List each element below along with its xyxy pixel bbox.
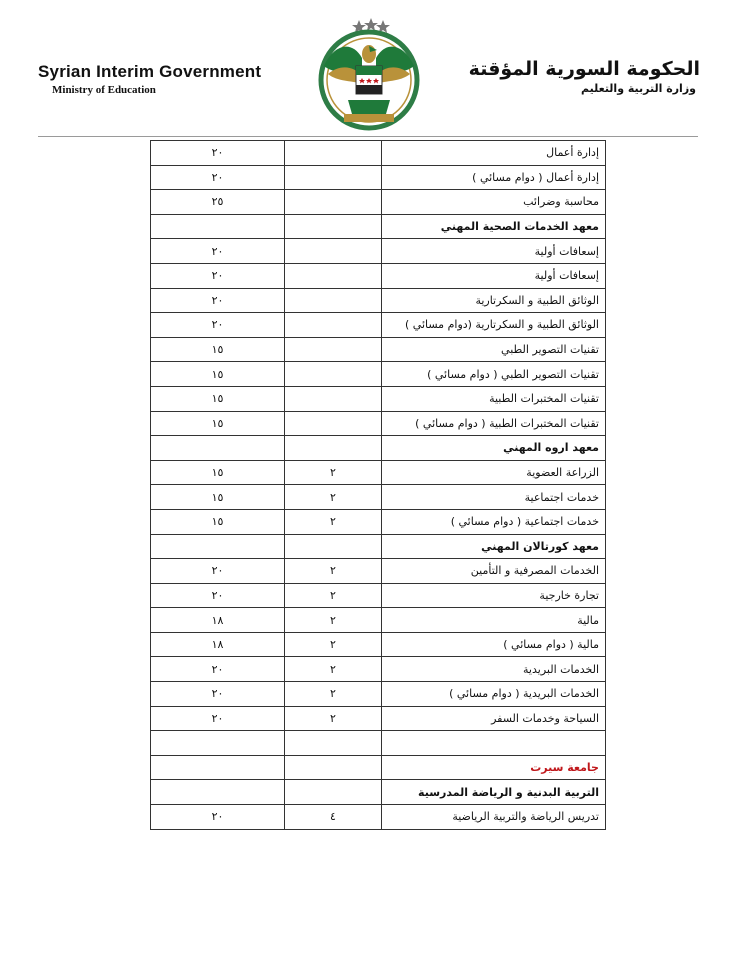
seats-cell: ٢٠ — [151, 165, 285, 190]
program-name-cell: مالية — [382, 608, 606, 633]
table-row — [151, 460, 606, 485]
table-row — [151, 337, 606, 362]
table-row — [151, 559, 606, 584]
years-cell — [285, 780, 382, 805]
program-name-cell: إدارة أعمال — [382, 141, 606, 166]
seats-cell: ١٨ — [151, 608, 285, 633]
years-cell — [285, 263, 382, 288]
table-row — [151, 583, 606, 608]
letterhead — [0, 0, 742, 138]
seats-cell — [151, 436, 285, 461]
program-name-cell: مالية ( دوام مسائي ) — [382, 632, 606, 657]
table-row — [151, 731, 606, 756]
letterhead-english — [38, 62, 261, 96]
years-cell — [285, 534, 382, 559]
years-cell: ٢ — [285, 682, 382, 707]
table-row — [151, 165, 606, 190]
years-cell: ٢ — [285, 485, 382, 510]
program-name-cell: الزراعة العضوية — [382, 460, 606, 485]
programs-table — [150, 140, 606, 830]
seats-cell: ٢٠ — [151, 805, 285, 830]
seats-cell: ١٥ — [151, 509, 285, 534]
years-cell — [285, 337, 382, 362]
program-name-cell: إدارة أعمال ( دوام مسائي ) — [382, 165, 606, 190]
seats-cell: ٢٥ — [151, 190, 285, 215]
table-row — [151, 682, 606, 707]
seats-cell: ٢٠ — [151, 682, 285, 707]
table-row — [151, 411, 606, 436]
program-name-cell: معهد الخدمات الصحية المهني — [382, 214, 606, 239]
table-row — [151, 190, 606, 215]
program-name-cell: الخدمات المصرفية و التأمين — [382, 559, 606, 584]
years-cell — [285, 141, 382, 166]
program-name-cell: معهد كورتالان المهني — [382, 534, 606, 559]
program-name-cell: الوثائق الطبية و السكرتارية (دوام مسائي ) — [382, 313, 606, 338]
seats-cell: ١٥ — [151, 485, 285, 510]
years-cell — [285, 165, 382, 190]
eagle-emblem-icon — [304, 14, 434, 132]
ministry-name-ar: وزارة التربية والتعليم — [581, 82, 696, 95]
seats-cell: ٢٠ — [151, 313, 285, 338]
table-row — [151, 632, 606, 657]
years-cell — [285, 411, 382, 436]
table-row — [151, 313, 606, 338]
years-cell — [285, 386, 382, 411]
seats-cell: ٢٠ — [151, 263, 285, 288]
table-row — [151, 239, 606, 264]
program-name-cell: تقنيات التصوير الطبي — [382, 337, 606, 362]
program-name-cell: محاسبة وضرائب — [382, 190, 606, 215]
program-name-cell: تدريس الرياضة والتربية الرياضية — [382, 805, 606, 830]
seats-cell: ١٥ — [151, 362, 285, 387]
program-name-cell: الخدمات البريدية ( دوام مسائي ) — [382, 682, 606, 707]
program-name-cell: خدمات اجتماعية ( دوام مسائي ) — [382, 509, 606, 534]
seats-cell: ٢٠ — [151, 583, 285, 608]
seats-cell: ٢٠ — [151, 141, 285, 166]
program-name-cell: الوثائق الطبية و السكرتارية — [382, 288, 606, 313]
letterhead-arabic — [469, 58, 700, 95]
seats-cell: ٢٠ — [151, 559, 285, 584]
years-cell: ٢ — [285, 583, 382, 608]
years-cell — [285, 436, 382, 461]
section-header-row — [151, 436, 606, 461]
programs-table-body — [151, 141, 606, 830]
years-cell: ٢ — [285, 657, 382, 682]
program-name-cell: إسعافات أولية — [382, 263, 606, 288]
table-row — [151, 362, 606, 387]
program-name-cell: الخدمات البريدية — [382, 657, 606, 682]
seats-cell: ١٥ — [151, 460, 285, 485]
program-name-cell: إسعافات أولية — [382, 239, 606, 264]
seats-cell: ٢٠ — [151, 239, 285, 264]
program-name-cell: خدمات اجتماعية — [382, 485, 606, 510]
table-row — [151, 485, 606, 510]
seats-cell — [151, 780, 285, 805]
program-name-cell: تقنيات التصوير الطبي ( دوام مسائي ) — [382, 362, 606, 387]
years-cell — [285, 362, 382, 387]
section-header-row — [151, 214, 606, 239]
program-name-cell: تقنيات المختبرات الطبية — [382, 386, 606, 411]
government-name-en: Syrian Interim Government — [38, 62, 262, 81]
seats-cell: ٢٠ — [151, 706, 285, 731]
seats-cell: ١٥ — [151, 337, 285, 362]
years-cell: ٢ — [285, 608, 382, 633]
years-cell — [285, 313, 382, 338]
seats-cell — [151, 731, 285, 756]
program-name-cell: التربية البدنية و الرياضة المدرسية — [382, 780, 606, 805]
years-cell — [285, 755, 382, 780]
seats-cell — [151, 534, 285, 559]
program-name-cell: معهد اروه المهني — [382, 436, 606, 461]
table-row — [151, 657, 606, 682]
seats-cell: ١٥ — [151, 386, 285, 411]
years-cell: ٢ — [285, 509, 382, 534]
program-name-cell: جامعة سيرت — [382, 755, 606, 780]
table-row — [151, 608, 606, 633]
section-header-row — [151, 534, 606, 559]
seats-cell: ١٨ — [151, 632, 285, 657]
table-row — [151, 141, 606, 166]
years-cell — [285, 190, 382, 215]
seats-cell — [151, 755, 285, 780]
program-name-cell: تقنيات المختبرات الطبية ( دوام مسائي ) — [382, 411, 606, 436]
program-name-cell: السياحة وخدمات السفر — [382, 706, 606, 731]
program-name-cell — [382, 731, 606, 756]
table-row — [151, 509, 606, 534]
header-divider — [38, 136, 698, 137]
table-row — [151, 805, 606, 830]
table-row — [151, 288, 606, 313]
table-row — [151, 263, 606, 288]
years-cell — [285, 239, 382, 264]
years-cell: ٢ — [285, 632, 382, 657]
years-cell — [285, 288, 382, 313]
table-row — [151, 706, 606, 731]
seats-cell: ١٥ — [151, 411, 285, 436]
seats-cell — [151, 214, 285, 239]
years-cell: ٢ — [285, 460, 382, 485]
years-cell — [285, 731, 382, 756]
government-name-ar: الحكومة السورية المؤقتة — [468, 58, 700, 80]
years-cell: ٢ — [285, 559, 382, 584]
program-name-cell: تجارة خارجية — [382, 583, 606, 608]
table-row — [151, 386, 606, 411]
seats-cell: ٢٠ — [151, 657, 285, 682]
ministry-name-en: Ministry of Education — [52, 84, 156, 96]
years-cell: ٤ — [285, 805, 382, 830]
section-header-row — [151, 780, 606, 805]
seats-cell: ٢٠ — [151, 288, 285, 313]
years-cell — [285, 214, 382, 239]
university-header-row — [151, 755, 606, 780]
years-cell: ٢ — [285, 706, 382, 731]
